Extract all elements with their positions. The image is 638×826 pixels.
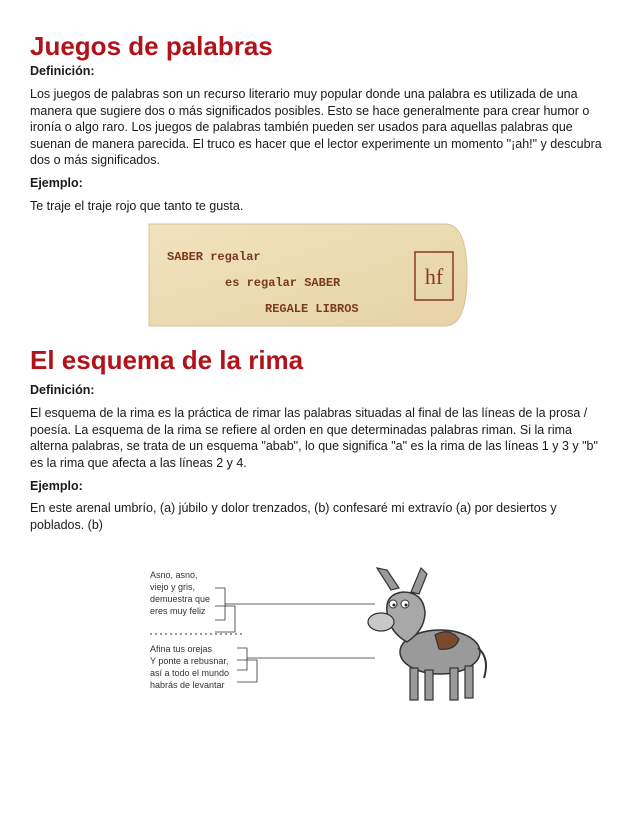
- saber-regalar-label-image: [145, 220, 470, 330]
- stanza2-line2: Y ponte a rebusnar,: [150, 656, 229, 666]
- example-label: Ejemplo:: [30, 479, 83, 493]
- definition-label: Definición:: [30, 64, 95, 78]
- stanza1-line1: Asno, asno,: [150, 570, 198, 580]
- stanza1-line3: demuestra que: [150, 594, 211, 604]
- stanza2-line3: así a todo el mundo: [150, 668, 230, 678]
- section-title-rhyme-scheme: El esquema de la rima: [30, 345, 304, 375]
- example-text: En este arenal umbrío, (a) júbilo y dolor trenzados, (b) confesaré mi extravío (a) por desiertos y poblados. (b): [30, 501, 557, 532]
- definition-text: Los juegos de palabras son un recurso literario muy popular donde una palabra es utilizada de una manera que sugiere dos o más significados posibles. Esto se hace generalmente para crear humor o ironía o algo raro. Los juegos de palabras también pueden ser usados para aquellas palabras que suenan de manera parecida. El truco es hacer que el lector experimente un momento "¡ah!" y descubra dos o más significados.: [30, 87, 602, 168]
- section-title-wordplay: Juegos de palabras: [30, 31, 273, 61]
- donkey-poem-image: [145, 560, 490, 720]
- stanza2-line4: habrás de levantar: [150, 680, 225, 690]
- stanza2-line1: Afina tus orejas: [150, 644, 213, 654]
- definition-text: El esquema de la rima es la práctica de rimar las palabras situadas al final de las líneas de la prosa / poesía. La esquema de la rima se refiere al orden en que determinadas palabras riman. Si la rima alterna palabras, se trata de un esquema "abab", lo que significa "a" es la rima de las líneas 1 y 3 y "b" es la rima que afecta a las líneas 2 y 4.: [30, 406, 598, 470]
- stanza1-line4: eres muy feliz: [150, 606, 206, 616]
- label-line-2: es regalar SABER: [225, 276, 341, 290]
- logo-text: hf: [424, 264, 444, 289]
- definition-label: Definición:: [30, 383, 95, 397]
- example-text: Te traje el traje rojo que tanto te gusta.: [30, 199, 244, 213]
- label-line-1: SABER regalar: [167, 250, 261, 264]
- donkey-illustration: [368, 568, 486, 700]
- rhyme-brackets-2: [237, 648, 375, 682]
- example-label: Ejemplo:: [30, 176, 83, 190]
- label-line-3: REGALE LIBROS: [265, 302, 359, 316]
- rhyme-brackets-1: [215, 588, 375, 632]
- stanza1-line2: viejo y gris,: [150, 582, 196, 592]
